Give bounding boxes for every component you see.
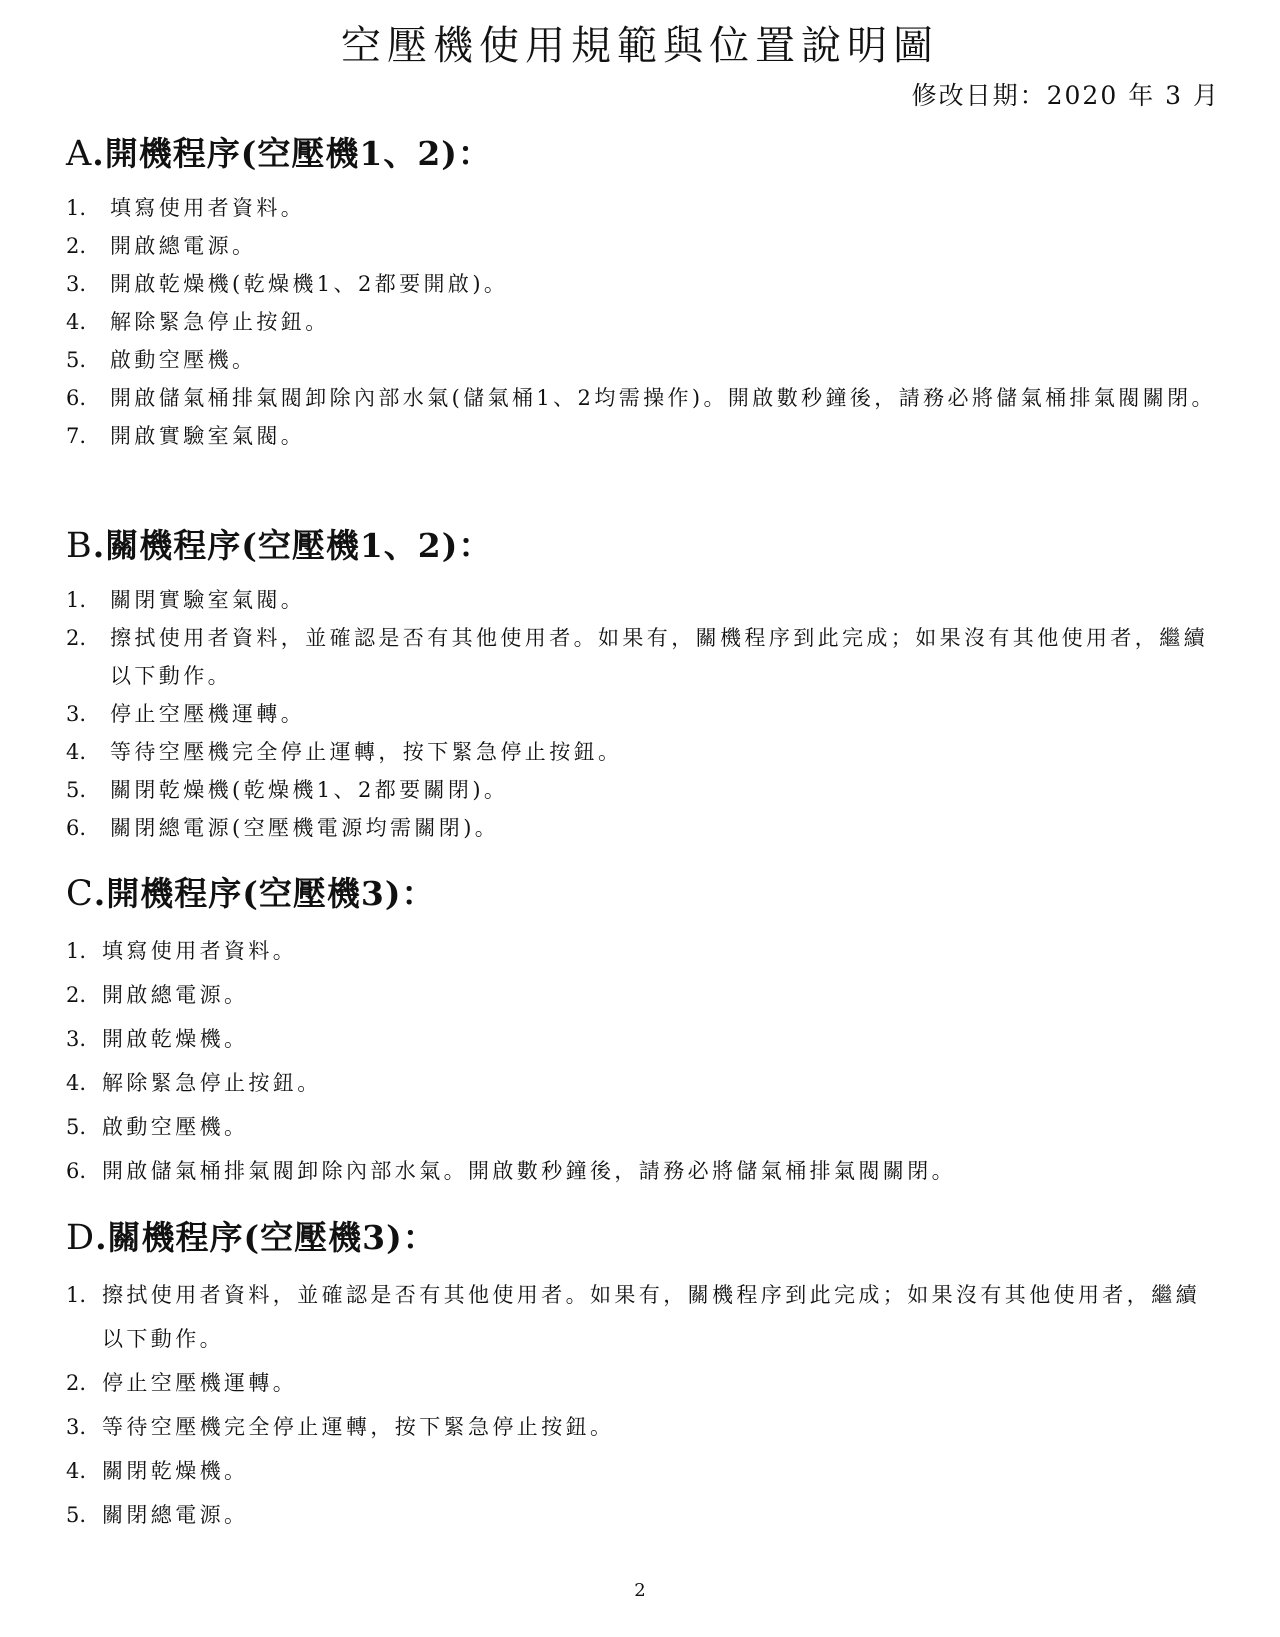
step-number: 2. (66, 234, 87, 258)
list-item (66, 1449, 1222, 1493)
step-text: 啟動空壓機。 (110, 348, 257, 372)
section-heading-text: .關機程序(空壓機3)： (95, 1218, 437, 1257)
step-number: 5. (66, 778, 87, 802)
section-heading-text: .關機程序(空壓機1、2)： (92, 526, 493, 565)
list-item (66, 1105, 1222, 1149)
step-number: 6. (66, 1159, 87, 1183)
section-letter: A (66, 134, 93, 174)
step-number: 2. (66, 983, 87, 1007)
section-heading (66, 128, 1222, 175)
step-text: 停止空壓機運轉。 (102, 1371, 298, 1395)
step-text: 關閉乾燥機。 (102, 1459, 249, 1483)
step-text: 開啟儲氣桶排氣閥卸除內部水氣。開啟數秒鐘後，請務必將儲氣桶排氣閥關閉。 (102, 1159, 956, 1183)
step-text: 開啟總電源。 (102, 983, 249, 1007)
step-text: 開啟乾燥機(乾燥機1、2都要開啟)。 (110, 272, 509, 296)
section-a (66, 128, 1222, 455)
step-number: 2. (66, 626, 87, 650)
step-text: 等待空壓機完全停止運轉，按下緊急停止按鈕。 (102, 1415, 615, 1439)
step-text: 開啟實驗室氣閥。 (110, 424, 306, 448)
step-number: 4. (66, 1071, 87, 1095)
step-number: 5. (66, 348, 87, 372)
step-text: 關閉實驗室氣閥。 (110, 588, 306, 612)
list-item (66, 929, 1222, 973)
step-text: 關閉總電源(空壓機電源均需關閉)。 (110, 816, 500, 840)
list-item (66, 619, 1222, 695)
list-item (66, 695, 1222, 733)
section-letter: D (66, 1218, 96, 1258)
step-number: 7. (66, 424, 87, 448)
step-text: 等待空壓機完全停止運轉，按下緊急停止按鈕。 (110, 740, 623, 764)
list-item (66, 1149, 1222, 1193)
revision-date: 修改日期：2020 年 3 月 (911, 81, 1220, 110)
step-number: 5. (66, 1115, 87, 1139)
list-item (66, 581, 1222, 619)
step-number: 1. (66, 196, 87, 220)
steps-list (66, 1273, 1222, 1537)
list-item (66, 341, 1222, 379)
section-b (66, 520, 1222, 847)
step-text: 解除緊急停止按鈕。 (102, 1071, 322, 1095)
page-number: 2 (634, 1580, 646, 1601)
list-item (66, 227, 1222, 265)
step-number: 1. (66, 1283, 87, 1307)
section-heading-text: .開機程序(空壓機1、2)： (92, 134, 492, 173)
list-item (66, 417, 1222, 455)
section-c (66, 868, 1222, 1193)
list-item (66, 1493, 1222, 1537)
step-text: 開啟總電源。 (110, 234, 257, 258)
step-number: 3. (66, 702, 87, 726)
list-item (66, 1405, 1222, 1449)
step-number: 4. (66, 1459, 87, 1483)
step-text: 解除緊急停止按鈕。 (110, 310, 330, 334)
section-d (66, 1212, 1222, 1537)
list-item (66, 379, 1222, 417)
steps-list (66, 929, 1222, 1193)
section-heading (66, 1212, 1222, 1259)
step-number: 3. (66, 1027, 87, 1051)
step-text: 停止空壓機運轉。 (110, 702, 306, 726)
list-item (66, 1017, 1222, 1061)
step-number: 5. (66, 1503, 87, 1527)
list-item (66, 733, 1222, 771)
step-text: 開啟乾燥機。 (102, 1027, 249, 1051)
step-number: 4. (66, 310, 87, 334)
section-heading-text: .開機程序(空壓機3)： (93, 874, 436, 913)
step-text: 擦拭使用者資料，並確認是否有其他使用者。如果有，關機程序到此完成；如果沒有其他使用者，繼續以下動作。 (102, 1283, 1200, 1351)
step-number: 3. (66, 1415, 87, 1439)
list-item (66, 303, 1222, 341)
section-letter: C (66, 874, 94, 914)
step-number: 2. (66, 1371, 87, 1395)
step-number: 3. (66, 272, 87, 296)
section-letter: B (66, 526, 93, 566)
step-text: 關閉乾燥機(乾燥機1、2都要關閉)。 (110, 778, 509, 802)
list-item (66, 1361, 1222, 1405)
step-number: 6. (66, 816, 87, 840)
list-item (66, 1061, 1222, 1105)
list-item (66, 1273, 1222, 1361)
section-heading (66, 520, 1222, 567)
steps-list (66, 189, 1222, 455)
list-item (66, 973, 1222, 1017)
step-text: 關閉總電源。 (102, 1503, 249, 1527)
step-text: 擦拭使用者資料，並確認是否有其他使用者。如果有，關機程序到此完成；如果沒有其他使用者，繼續以下動作。 (110, 626, 1208, 688)
step-number: 1. (66, 939, 87, 963)
list-item (66, 809, 1222, 847)
step-text: 填寫使用者資料。 (102, 939, 298, 963)
step-text: 啟動空壓機。 (102, 1115, 249, 1139)
step-number: 4. (66, 740, 87, 764)
steps-list (66, 581, 1222, 847)
step-text: 開啟儲氣桶排氣閥卸除內部水氣(儲氣桶1、2均需操作)。開啟數秒鐘後，請務必將儲氣桶排氣閥關閉。 (110, 386, 1216, 410)
step-number: 6. (66, 386, 87, 410)
list-item (66, 189, 1222, 227)
step-text: 填寫使用者資料。 (110, 196, 306, 220)
list-item (66, 771, 1222, 809)
step-number: 1. (66, 588, 87, 612)
page-title: 空壓機使用規範與位置說明圖 (341, 23, 939, 69)
list-item (66, 265, 1222, 303)
section-heading (66, 868, 1222, 915)
